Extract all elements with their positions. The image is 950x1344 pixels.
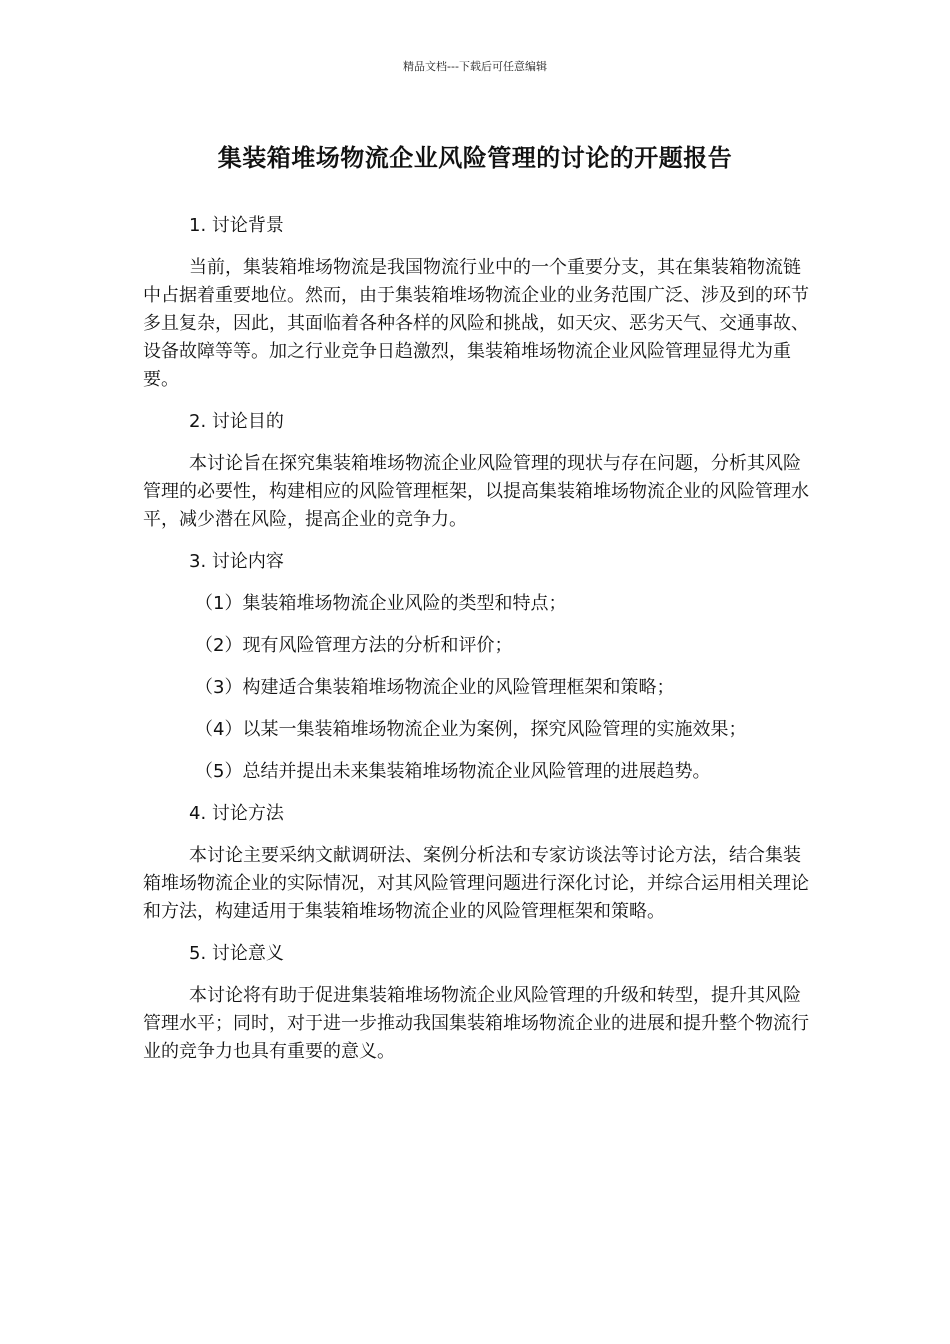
paragraph-purpose: 本讨论旨在探究集装箱堆场物流企业风险管理的现状与存在问题，分析其风险管理的必要性，构建相应的风险管理框架，以提高集装箱堆场物流企业的风险管理水平，减少潜在风险，提高企业的竞争力。 [143, 453, 809, 530]
section-heading-content: 3. 讨论内容 [189, 551, 284, 572]
paragraph-method: 本讨论主要采纳文献调研法、案例分析法和专家访谈法等讨论方法，结合集装箱堆场物流企业的实际情况，对其风险管理问题进行深化讨论，并综合运用相关理论和方法，构建适用于集装箱堆场物流企业的风险管理框架和策略。 [143, 845, 809, 922]
section-heading-method: 4. 讨论方法 [189, 803, 284, 824]
paragraph-background: 当前，集装箱堆场物流是我国物流行业中的一个重要分支，其在集装箱物流链中占据着重要地位。然而，由于集装箱堆场物流企业的业务范围广泛、涉及到的环节多且复杂，因此，其面临着各种各样的风险和挑战，如天灾、恶劣天气、交通事故、设备故障等等。加之行业竞争日趋激烈，集装箱堆场物流企业风险管理显得尤为重要。 [143, 257, 809, 390]
section-heading-purpose: 2. 讨论目的 [189, 411, 284, 432]
document-title: 集装箱堆场物流企业风险管理的讨论的开题报告 [217, 144, 733, 172]
page-header: 精品文档---下载后可任意编辑 [403, 60, 547, 73]
list-item: （2）现有风险管理方法的分析和评价； [195, 635, 513, 656]
list-item: （1）集装箱堆场物流企业风险的类型和特点； [195, 593, 567, 614]
paragraph-significance: 本讨论将有助于促进集装箱堆场物流企业风险管理的升级和转型，提升其风险管理水平；同时，对于进一步推动我国集装箱堆场物流企业的进展和提升整个物流行业的竞争力也具有重要的意义。 [143, 985, 809, 1062]
section-heading-background: 1. 讨论背景 [189, 215, 284, 236]
list-item: （4）以某一集装箱堆场物流企业为案例，探究风险管理的实施效果； [195, 719, 747, 740]
list-item: （3）构建适合集装箱堆场物流企业的风险管理框架和策略； [195, 677, 675, 698]
section-heading-significance: 5. 讨论意义 [189, 943, 284, 964]
list-item: （5）总结并提出未来集装箱堆场物流企业风险管理的进展趋势。 [195, 761, 711, 782]
document-body [143, 212, 813, 1080]
